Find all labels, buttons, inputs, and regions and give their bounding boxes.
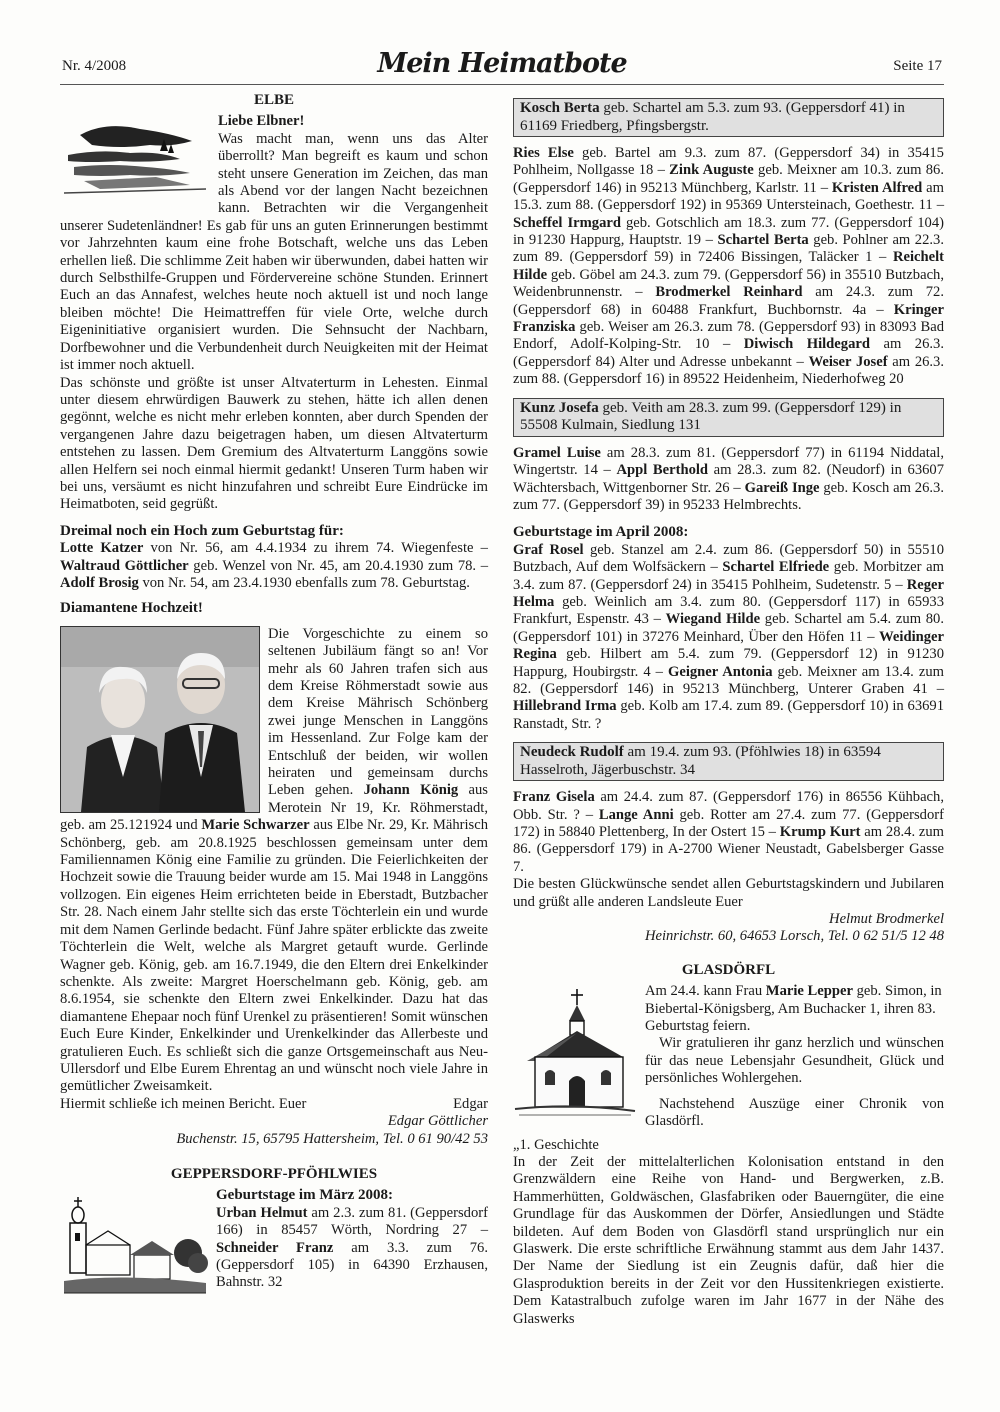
entry-name: Brodmerkel Reinhard xyxy=(655,284,803,301)
right-signature-name: Helmut Brodmerkel xyxy=(829,911,944,928)
entry-name: Graf Rosel xyxy=(513,541,584,558)
birthday-block-2 xyxy=(513,445,944,515)
entry-name: Lange Anni xyxy=(598,806,674,823)
right-column xyxy=(513,88,944,1328)
entry-name: Zink Auguste xyxy=(669,162,754,179)
highlight-box-kunz xyxy=(513,398,944,437)
glasdoerfl-heading: GLASDÖRFL xyxy=(681,961,776,978)
entry-text: geb. Hilbert am 5.4. zum 79. (Geppersdorf 12) in 91230 Happurg, Houbirgstr. 4 – xyxy=(513,646,944,680)
glasdoerfl-chronicle-intro: Nachstehend Auszüge einer Chronik von Glasdörfl. xyxy=(645,1095,944,1130)
birthday-text: von Nr. 54, am 23.4.1930 ebenfalls zum 78. Geburtstag. xyxy=(138,574,470,591)
entry-text: geb. Bartel am 9.3. zum 87. (Geppersdorf 34) in 35415 Pohlheim, Nollgasse 18 – xyxy=(513,145,944,179)
entry-text: geb. Meixner am 13.4. zum 82. (Geppersdorf 146) in 95213 Münchberg, Unterer Graben 41 – xyxy=(513,663,944,697)
entry-name: Weidinger Regina xyxy=(513,628,944,663)
header-rule xyxy=(60,84,944,85)
highlight-name: Kosch Berta xyxy=(520,100,600,116)
entry-name: Franz Gisela xyxy=(513,789,595,806)
entry-name: Krump Kurt xyxy=(779,824,861,840)
entry-text: am 3.3. zum 76. (Geppersdorf 105) in 64390 Erzhausen, Bahnstr. 32 xyxy=(216,1239,488,1291)
april-birthdays-heading: Geburtstage im April 2008: xyxy=(513,524,689,541)
birthday-text-b: geb. Simon, in Biebertal-Königsberg, Am Buchacker 1, ihren 83. Geburtstag feiern. xyxy=(645,983,942,1035)
wedding-text-b: aus Merotein Nr 19, Kr. Röhmerstadt, geb. am 25.121924 und xyxy=(60,782,488,834)
wedding-text-a: Die Vorgeschichte zu einem so seltenen Jubiläum fängt so an! Vor mehr als 60 Jahren trafen sich aus dem Kreise Röhmerstadt sowie aus dem Kreise Mährisch Schönberg zwei junge Menschen in Langgöns im Hessenland. Zur Folge kam der Entschluß der beiden, wir wollen heiraten und gemeinsam durchs Leben gehen. xyxy=(268,625,488,799)
entry-name: Hillebrand Irma xyxy=(513,698,617,715)
birthday-text-a: Am 24.4. kann Frau xyxy=(645,983,766,1000)
entry-text: am 26.3. (Geppersdorf 84) Alter und Adresse unbekannt – xyxy=(513,336,944,370)
birthday-list xyxy=(60,540,488,592)
page-header xyxy=(62,48,942,86)
entry-name: Kringer Franziska xyxy=(513,301,944,336)
entry-name: Reichelt Hilde xyxy=(513,249,944,283)
entry-text: am 26.3. zum 88. (Geppersdorf 16) in 89522 Heidenheim, Niederhofweg 20 xyxy=(513,353,945,388)
entry-name: Gramel Luise xyxy=(513,444,601,461)
entry-text: am 28.3. zum 81. (Geppersdorf 77) in 61194 Niddatal, Wingertstr. 14 – xyxy=(513,444,944,479)
birthday-text: geb. Wenzel von Nr. 45, am 20.4.1930 zum 78. – xyxy=(188,557,489,574)
left-column xyxy=(60,88,488,1301)
entry-name: Schartel Berta xyxy=(717,232,809,249)
chronicle-section-title: „1. Geschichte xyxy=(513,1136,599,1153)
birthday-heading: Dreimal noch ein Hoch zum Geburtstag für: xyxy=(60,522,344,539)
entry-text: am 28.3. zum 82. (Neudorf) in 63607 Wächtersbach, Wittgenborner Str. 26 – xyxy=(513,462,945,496)
entry-text: geb. Gotschlich am 18.3. zum 77. (Geppersdorf 104) in 91230 Happurg, Hauptstr. 19 – xyxy=(513,214,944,249)
page-number: Seite 17 xyxy=(893,58,942,74)
entry-name: Geigner Antonia xyxy=(668,663,773,680)
entry-name: Kristen Alfred xyxy=(831,179,923,196)
entry-text: geb. Rotter am 27.4. zum 77. (Geppersdorf 172) in 58840 Plettenberg, In der Ostert 15 – xyxy=(513,806,944,840)
entry-text: geb. Meixner am 10.3. zum 86. (Geppersdorf 146) in 95213 Münchberg, Karlstr. 11 – xyxy=(513,162,945,196)
chronicle-text: In der Zeit der mittelalterlichen Kolonisation entstand in den Grenzwäldern eine Reihe von Hand- und Bergwerken, z.B. Hammerhütten, Goldwäschen, Glasfabriken oder Bauerngüter, die eine Grundlage für das Auskommen der Dörfer, Ansiedlungen und Städte bildeten. Auf dem Boden von Glasdörfl stand ursprünglich nur ein Glaswerk. Die erste schriftliche Erwähnung stammt aus dem Jahr 1437. Der Name der Siedlung ist ein Zeugnis dafür, daß hier die Glasproduktion bereits in der Zeit vor den Hussitenkriegen existierte. Dem Katastralbuch zufolge waren im Jahr 1677 in der Nähe des Glaswerks xyxy=(513,1153,944,1327)
highlight-name: Kunz Josefa xyxy=(520,399,599,416)
entry-name: Urban Helmut xyxy=(216,1204,308,1221)
entry-name: Schneider Franz xyxy=(216,1239,334,1256)
highlight-text: geb. Veith am 28.3. zum 99. (Geppersdorf 129) in 55508 Kulmain, Siedlung 131 xyxy=(520,399,902,434)
birthday-name: Lotte Katzer xyxy=(60,540,144,557)
closing-signature-word: Edgar xyxy=(453,1095,488,1112)
birthday-person: Marie Lepper xyxy=(765,983,853,1000)
entry-text: geb. Kosch am 26.3. zum 77. (Geppersdorf 39) in 95233 Helmbrechts. xyxy=(513,479,944,513)
elbe-greeting: Liebe Elbner! xyxy=(218,113,305,130)
elbe-intro: Was macht man, wenn uns das Alter überrollt? Man begreift es kaum und schon steht unsere Generation im Zeichen, das man als Abend vor der langen Nacht bezeichnen kann. Betrachten wir die Vergangenheit unserer Sudetenländner! Es gab für uns an guten Erinnerungen bestimmt vor Jahrzehnten kaum eine frohe Botschaft, welche uns das Leben erhellen ließ. Die schlimme Zeit haben wir überwunden, dabei hatten wir durch Selbsthilfe-Gruppen und Fördervereine schöne Stunden. Erinnert Euch an das Annafest, welches heute noch aktuell ist und noch lange bleiben möchte! Die Heimattreffen für viele Orte, welche durch Eigeninitiative organisiert wurden. Die Sehnsucht der Nachbarn, Dorfbewohner und die Verbundenheit durch Neuigkeiten mit der Heimat ist immer noch aktuell. xyxy=(60,130,488,374)
birthday-block-4 xyxy=(513,789,944,876)
entry-text: geb. Pohlner am 22.3. zum 89. (Geppersdorf 59) in 72406 Bissingen, Taläcker 1 – xyxy=(513,232,944,266)
entry-text: am 24.3. zum 72. (Geppersdorf 68) in 60488 Frankfurt, Buchbornstr. 4a – xyxy=(513,284,944,318)
chapel-illustration xyxy=(513,987,637,1121)
entry-name: Gareiß Inge xyxy=(744,479,820,496)
bride-name: Marie Schwarzer xyxy=(201,817,310,834)
entry-name: Scheffel Irmgard xyxy=(513,214,621,231)
elbe-signature-name: Edgar Göttlicher xyxy=(387,1113,488,1130)
highlight-box-kosch xyxy=(513,98,944,137)
entry-text: am 15.3. zum 88. (Geppersdorf 192) in 95369 Untersteinach, Goethestr. 11 – xyxy=(513,179,945,214)
entry-name: Appl Berthold xyxy=(616,462,709,479)
newspaper-title: Mein Heimatbote xyxy=(377,48,627,79)
highlight-text: am 19.4. zum 93. (Pföhlwies 18) in 63594 Hasselroth, Jägerbuschstr. 34 xyxy=(520,744,881,778)
elbe-signature-address: Buchenstr. 15, 65795 Hattersheim, Tel. 0 61 90/42 53 xyxy=(176,1130,488,1147)
entry-text: geb. Morbitzer am 3.4. zum 87. (Geppersdorf 24) in 35415 Pohlheim, Sudetenstr. 5 – xyxy=(513,559,944,593)
elbe-heading: ELBE xyxy=(253,92,295,108)
entry-text: geb. Kolb am 17.4. zum 89. (Geppersdorf 10) in 63691 Ranstadt, Str. ? xyxy=(513,698,945,732)
entry-name: Ries Else xyxy=(513,145,574,161)
entry-text: geb. Schartel am 5.4. zum 80. (Geppersdorf 101) in 37276 Meinhard, Über den Höfen 11 – xyxy=(513,611,944,645)
elbe-para2: Das schönste und größte ist unser Altvaterturm in Lehesten. Einmal unter diesem ehrwürdigen Bauwerk zu stehen, hätte ich allen denen gegönnt, welche es nicht mehr erleben konnten, aber durch Spenden der vergangenen Jahre dazu beigetragen haben, um diesen Altvaterturm entstehen zu lassen. Dem Gremium des Altvaterturm Langgöns sowie allen Helfern sei noch einmal hiermit gedankt! Unseren Turm haben wir bei uns, versäumt es nicht hinzufahren und schreibt Eure Eindrücke im Heimatboten, seid gegrüßt. xyxy=(60,374,488,513)
birthday-name: Adolf Brosig xyxy=(60,574,139,591)
geppersdorf-heading: GEPPERSDORF-PFÖHLWIES xyxy=(170,1165,378,1182)
groom-name: Johann König xyxy=(363,782,459,799)
entry-text: geb. Weiser am 26.3. zum 78. (Geppersdorf 93) in 83093 Bad Endorf, Adolf-Kolping-Str. 10 – xyxy=(513,319,944,353)
landscape-illustration xyxy=(60,115,210,201)
entry-name: Wiegand Hilde xyxy=(665,611,761,628)
entry-name: Reger Helma xyxy=(513,576,944,610)
couple-photo xyxy=(60,626,260,813)
birthday-block-1 xyxy=(513,145,944,389)
entry-text: am 28.4. zum 86. (Geppersdorf 179) in A-2700 Wiener Neustadt, Gabelsberger Gasse 7. xyxy=(513,824,944,875)
birthday-block-3 xyxy=(513,542,944,733)
entry-text: geb. Stanzel am 2.4. zum 86. (Geppersdorf 50) in 55510 Butzbach, Auf dem Wolfsäckern – xyxy=(513,541,944,576)
entry-text: geb. Göbel am 24.3. zum 79. (Geppersdorf 56) in 35510 Butzbach, Weidenbrunnenstr. – xyxy=(513,266,944,301)
birthday-name: Waltraud Göttlicher xyxy=(60,557,189,574)
elbe-closing xyxy=(60,1096,488,1113)
wishes-text: Die besten Glückwünsche sendet allen Geburtstagskindern und Jubilaren und grüßt alle anderen Landsleute Euer xyxy=(513,876,944,910)
birthday-text: von Nr. 56, am 4.4.1934 zu ihrem 74. Wiegenfeste – xyxy=(143,540,488,557)
entry-text: geb. Weinlich am 3.4. zum 80. (Geppersdorf 117) in 65933 Frankfurt, Espenstr. 43 – xyxy=(513,593,944,628)
highlight-box-neudeck xyxy=(513,742,944,781)
entry-name: Diwisch Hildegard xyxy=(743,336,870,353)
issue-number: Nr. 4/2008 xyxy=(62,58,127,74)
highlight-text: geb. Schartel am 5.3. zum 93. (Geppersdorf 41) in 61169 Friedberg, Pfingsbergstr. xyxy=(520,100,905,134)
highlight-name: Neudeck Rudolf xyxy=(520,744,624,761)
wedding-text-c: aus Elbe Nr. 29, Kr. Mährisch Schönberg, geb. am 20.8.1925 beschlossen gemeinsam unter dem Familiennamen König eine Familie zu gründen. Die Feierlichkeiten der Hochzeit sowie die Trauung beider wurde am 15. Mai 1948 in Langgöns vollzogen. Ein eigenes Heim errichteten beide in Eberstadt, Butzbacher Str. 28. Nach einem Jahr stellte sich das erste Töchterlein ein und wurde mit dem Namen Gerlinde bedacht. Fünf Jahre später erblickte das zweite Töchterlein die Welt, welche als Margret getauft wurde. Gerlinde Wagner geb. König, geb. am 16.7.1949, die den Eltern drei Enkelkinder schenkte. Als zweite: Margret Hoerschelmann geb. König, geb. am 8.6.1954, sie schenkte den Eltern zwei Enkelkinder. Dazu hat das diamantene Ehepaar noch fünf Urenkel zu präsentieren! Somit wünschen Euch Eure Kinder, Enkelkinder und Urenkelkinder das Allerbeste und gratulieren Euch. Es schließt sich die ganze Ortsgemeinschaft aus Neu-Ullersdorf und Elbe Eurem Ehrentag an und wünscht noch viele Jahre in gemütlicher Zweisamkeit. xyxy=(60,817,489,1095)
closing-text: Hiermit schließe ich meinen Bericht. Euer xyxy=(60,1095,307,1112)
entry-name: Schartel Elfriede xyxy=(722,559,830,576)
march-birthdays-heading: Geburtstage im März 2008: xyxy=(216,1187,394,1204)
glasdoerfl-congratulation: Wir gratulieren ihr ganz herzlich und wünschen für das neue Lebensjahr Gesundheit, Glück und persönliches Wohlergehen. xyxy=(645,1035,944,1087)
entry-text: am 24.4. zum 87. (Geppersdorf 176) in 86556 Kühbach, Obb. Str. ? – xyxy=(513,789,944,823)
diamond-wedding-heading: Diamantene Hochzeit! xyxy=(60,600,203,617)
church-village-illustration xyxy=(60,1193,210,1301)
entry-name: Weiser Josef xyxy=(808,353,888,370)
right-signature-address: Heinrichstr. 60, 64653 Lorsch, Tel. 0 62 51/5 12 48 xyxy=(644,928,944,945)
entry-text: am 2.3. zum 81. (Geppersdorf 166) in 85457 Wörth, Nordring 27 – xyxy=(216,1204,488,1239)
